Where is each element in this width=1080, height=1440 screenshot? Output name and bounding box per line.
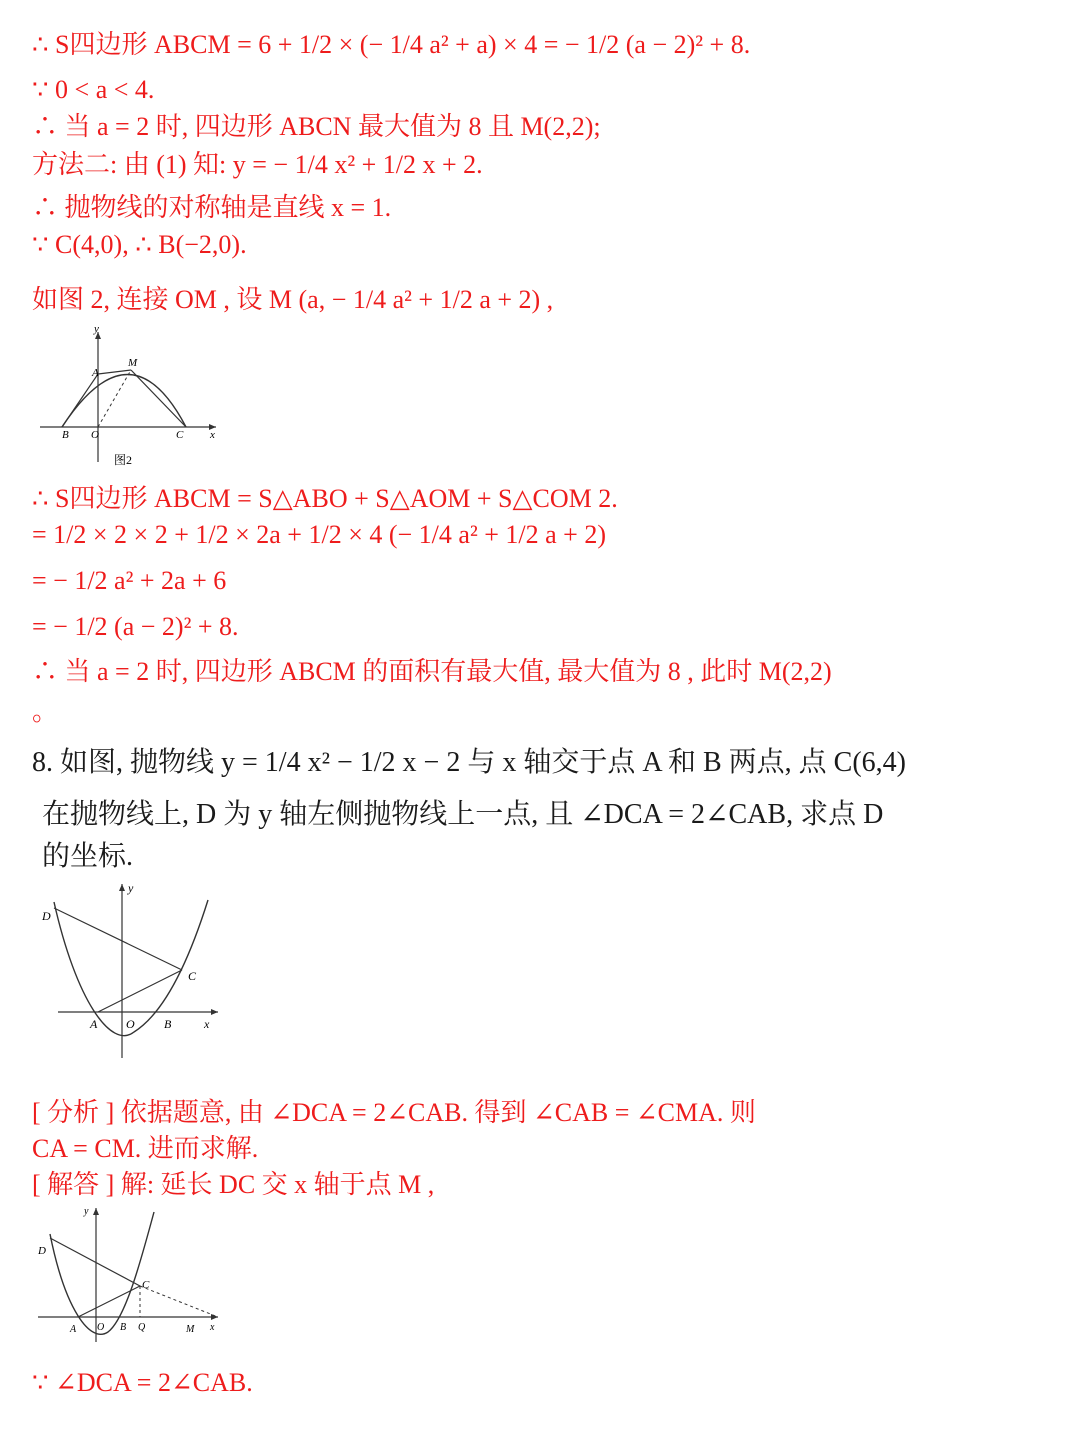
problem8-graph [36, 880, 226, 1060]
problem8-line-3: 的坐标. [42, 841, 134, 872]
solution-line-4: 方法二: 由 (1) 知: y = − 1/4 x² + 1/2 x + 2. [32, 150, 483, 179]
an-label-y: y [84, 1206, 89, 1217]
solution-line-1: ∴ S四边形 ABCM = 6 + 1/2 × (− 1/4 a² + a) × 4 = − 1/2 (a − 2)² + 8. [32, 30, 751, 59]
problem8-figure [36, 880, 226, 1065]
analysis-line-1: [ 分析 ] 依据题意, 由 ∠DCA = 2∠CAB. 得到 ∠CAB = ∠CMA. 则 [32, 1098, 756, 1127]
fig2-label-a: A [92, 367, 99, 379]
analysis-line-4: ∵ ∠DCA = 2∠CAB. [32, 1368, 253, 1397]
problem8-line-2: 在抛物线上, D 为 y 轴左侧抛物线上一点, 且 ∠DCA = 2∠CAB, 求点 D [42, 799, 884, 830]
area-line-4: = − 1/2 (a − 2)² + 8. [32, 612, 239, 641]
p8-label-x: x [204, 1017, 210, 1031]
fig2-label-o: O [91, 429, 99, 441]
p8-label-o: O [126, 1017, 135, 1031]
an-label-m: M [186, 1324, 195, 1335]
an-label-x: x [210, 1322, 215, 1333]
an-label-c: C [142, 1279, 150, 1291]
fig2-label-c: C [176, 429, 184, 441]
fig2-label-y: y [94, 323, 99, 335]
analysis-line-3: [ 解答 ] 解: 延长 DC 交 x 轴于点 M , [32, 1170, 435, 1199]
analysis-graph [30, 1204, 230, 1344]
p8-label-a: A [90, 1017, 98, 1031]
figure-2 [36, 322, 226, 477]
an-label-d: D [38, 1245, 46, 1257]
fig2-caption: 图2 [114, 453, 133, 467]
analysis-line-2: CA = CM. 进而求解. [32, 1134, 259, 1163]
p8-label-b: B [164, 1017, 172, 1031]
fig2-label-b: B [62, 429, 69, 441]
p8-label-y: y [128, 881, 134, 895]
area-line-2: = 1/2 × 2 × 2 + 1/2 × 2a + 1/2 × 4 (− 1/4 a² + 1/2 a + 2) [32, 520, 606, 549]
p8-label-d: D [42, 909, 51, 923]
solution-line-7: 如图 2, 连接 OM , 设 M (a, − 1/4 a² + 1/2 a + 2) , [32, 285, 554, 314]
area-line-5: ∴ 当 a = 2 时, 四边形 ABCM 的面积有最大值, 最大值为 8 , 此时 M(2,2) [32, 657, 832, 686]
an-label-b: B [120, 1322, 127, 1333]
solution-line-2: ∵ 0 < a < 4. [32, 75, 155, 104]
an-label-a: A [70, 1324, 77, 1335]
figure-2-graph [36, 322, 226, 472]
an-label-o: O [97, 1322, 105, 1333]
area-line-3: = − 1/2 a² + 2a + 6 [32, 566, 227, 595]
solution-line-3: ∴ 当 a = 2 时, 四边形 ABCN 最大值为 8 且 M(2,2); [32, 112, 601, 141]
an-label-q: Q [138, 1322, 146, 1333]
fig2-label-m: M [128, 357, 138, 369]
area-line-6: 。 [32, 697, 59, 726]
problem8-line-1: 8. 如图, 抛物线 y = 1/4 x² − 1/2 x − 2 与 x 轴交于点 A 和 B 两点, 点 C(6,4) [32, 747, 907, 778]
solution-line-6: ∵ C(4,0), ∴ B(−2,0). [32, 230, 247, 259]
p8-label-c: C [188, 969, 197, 983]
area-line-1: ∴ S四边形 ABCM = S△ABO + S△AOM + S△COM 2. [32, 484, 618, 513]
solution-line-5: ∴ 抛物线的对称轴是直线 x = 1. [32, 193, 392, 222]
fig2-label-x: x [210, 429, 215, 441]
analysis-figure [30, 1204, 230, 1349]
